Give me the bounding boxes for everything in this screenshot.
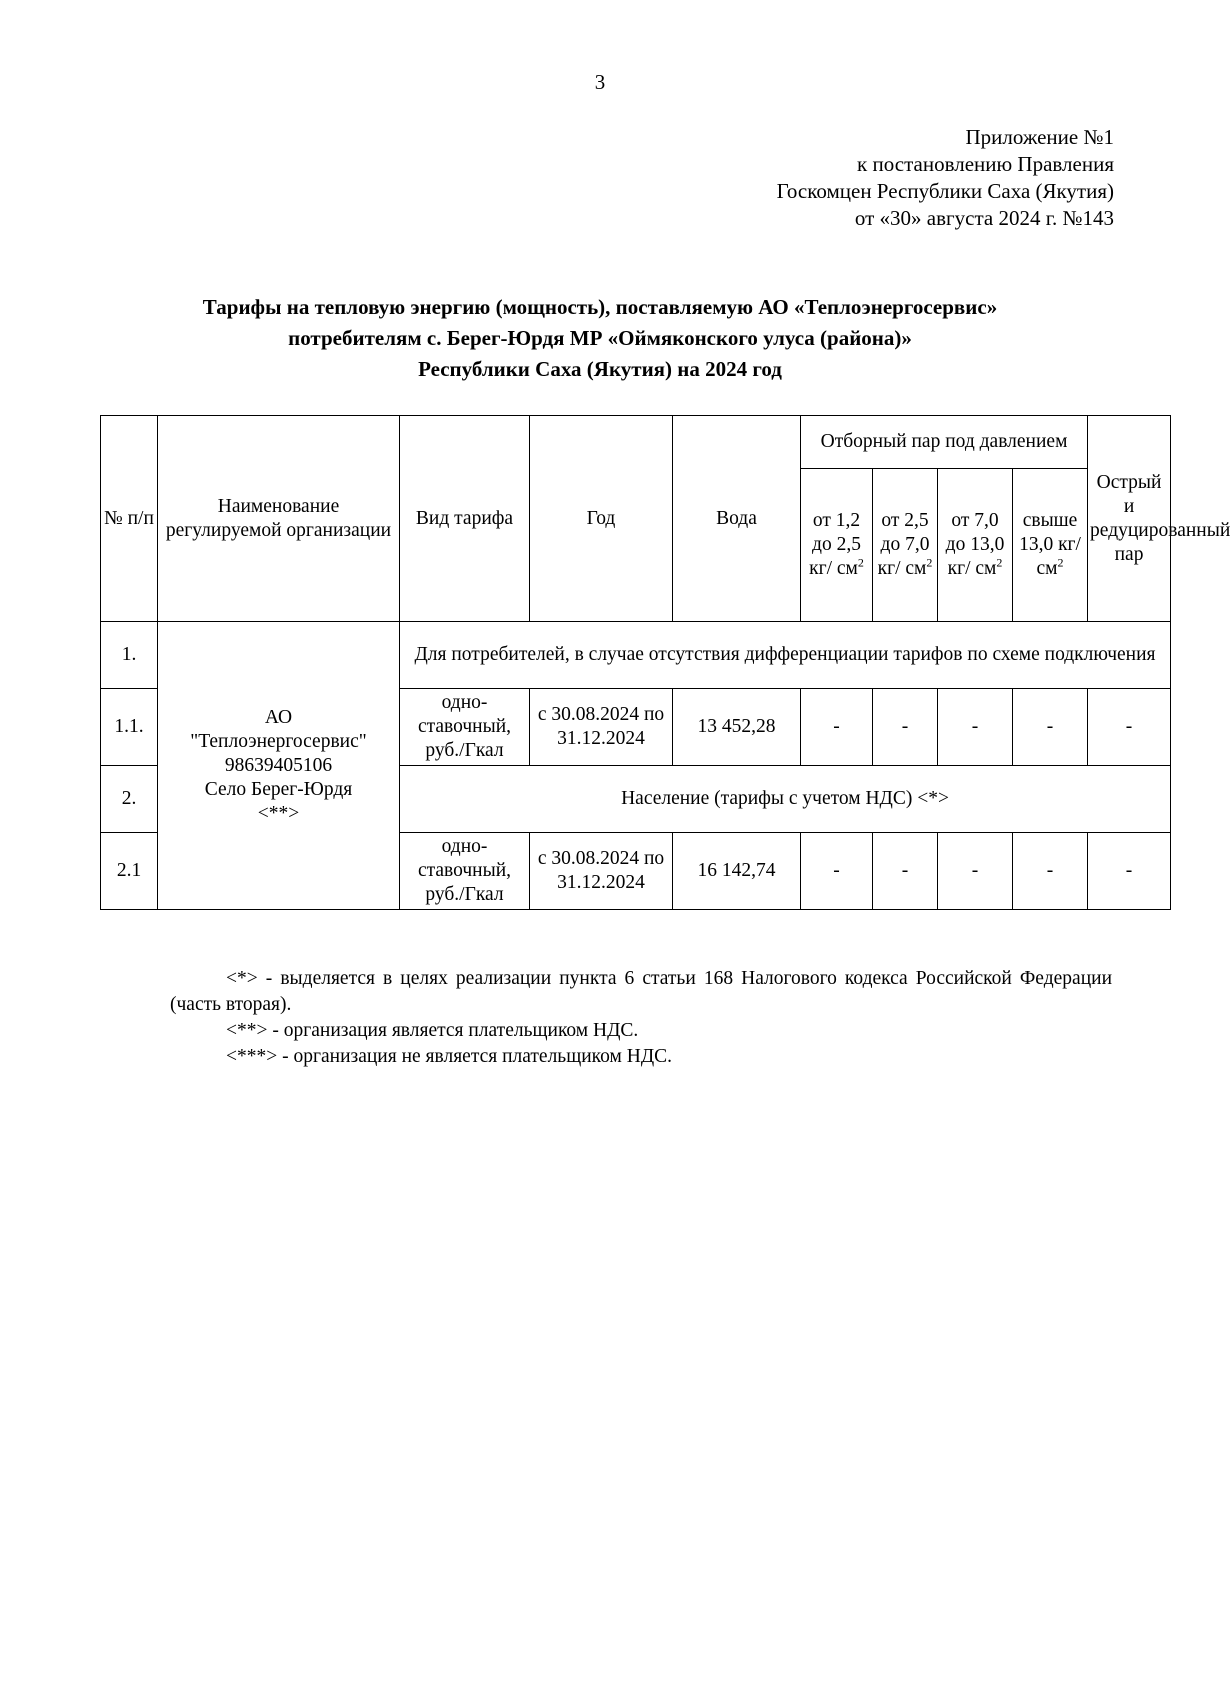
row-p3: -	[938, 833, 1013, 910]
row-num: 2.1	[101, 833, 158, 910]
row-tariff-type: одно- ставочный, руб./Гкал	[400, 689, 530, 766]
row-p4: -	[1013, 689, 1088, 766]
row-sharp: -	[1088, 689, 1171, 766]
footnote: <*> - выделяется в целях реализации пункта 6 статьи 168 Налогового кодекса Российской Федерации (часть вторая).	[170, 968, 1112, 1015]
document-title	[0, 292, 1200, 385]
row-p1: -	[801, 833, 873, 910]
title-line: Республики Саха (Якутия) на 2024 год	[418, 357, 782, 381]
header-organization: Наименование регулируемой организации	[158, 416, 400, 622]
row-p2: -	[873, 689, 938, 766]
section-num: 2.	[101, 766, 158, 833]
row-num: 1.1.	[101, 689, 158, 766]
row-period: с 30.08.2024 по 31.12.2024	[530, 689, 673, 766]
header-year: Год	[530, 416, 673, 622]
appendix-line: к постановлению Правления	[857, 152, 1114, 176]
row-p4: -	[1013, 833, 1088, 910]
row-p3: -	[938, 689, 1013, 766]
header-pressure-3: от 7,0 до 13,0 кг/ $см^2$	[938, 469, 1013, 622]
appendix-line: Приложение №1	[965, 125, 1114, 149]
row-water: 16 142,74	[673, 833, 801, 910]
row-water: 13 452,28	[673, 689, 801, 766]
header-num: № п/п	[101, 416, 158, 622]
page-number: 3	[594, 70, 606, 94]
footnotes	[170, 966, 1112, 1070]
row-sharp: -	[1088, 833, 1171, 910]
row-period: с 30.08.2024 по 31.12.2024	[530, 833, 673, 910]
title-line: потребителям с. Берег-Юрдя МР «Оймяконского улуса (района)»	[288, 326, 912, 350]
footnote: <**> - организация является плательщиком НДС.	[226, 1020, 639, 1041]
appendix-line: от «30» августа 2024 г. №143	[854, 206, 1114, 230]
section-num: 1.	[101, 622, 158, 689]
header-pressure-1: от 1,2 до 2,5 кг/ $см^2$	[801, 469, 873, 622]
header-tariff-type: Вид тарифа	[400, 416, 530, 622]
section-label: Для потребителей, в случае отсутствия дифференциации тарифов по схеме подключения	[400, 622, 1171, 689]
footnote: <***> - организация не является плательщиком НДС.	[226, 1046, 672, 1067]
section-label: Население (тарифы с учетом НДС) <*>	[400, 766, 1171, 833]
appendix-line: Госкомцен Республики Саха (Якутия)	[776, 179, 1114, 203]
title-line: Тарифы на тепловую энергию (мощность), поставляемую АО «Теплоэнергосервис»	[202, 295, 998, 319]
header-steam-group: Отборный пар под давлением	[801, 416, 1088, 469]
row-p2: -	[873, 833, 938, 910]
tariff-table	[100, 415, 1230, 910]
header-sharp-steam: Острый и редуцированный пар	[1088, 416, 1171, 622]
organization-cell: АО "Теплоэнергосервис" 98639405106 Село Берег-Юрдя <**>	[158, 622, 400, 910]
header-pressure-2: от 2,5 до 7,0 кг/ $см^2$	[873, 469, 938, 622]
row-p1: -	[801, 689, 873, 766]
appendix-block	[777, 124, 1114, 232]
header-water: Вода	[673, 416, 801, 622]
row-tariff-type: одно- ставочный, руб./Гкал	[400, 833, 530, 910]
header-pressure-4: свыше 13,0 кг/ $см^2$	[1013, 469, 1088, 622]
